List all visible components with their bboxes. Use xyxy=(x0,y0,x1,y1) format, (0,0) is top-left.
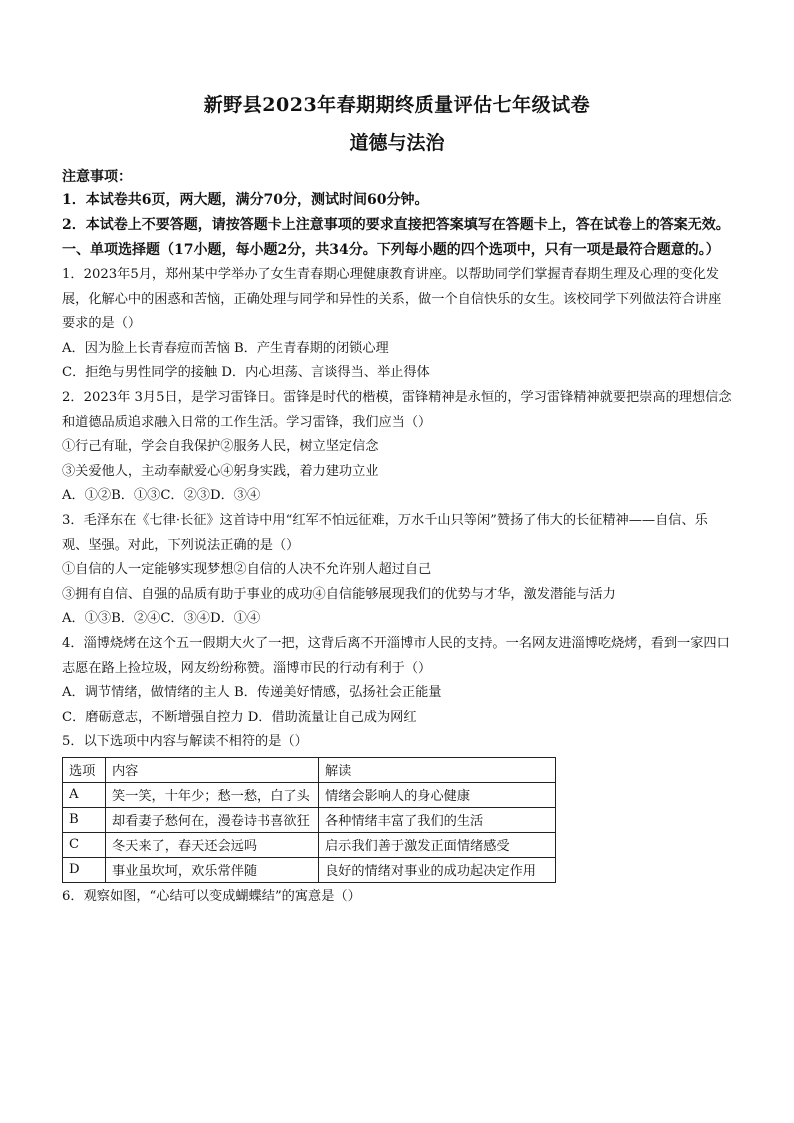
table-header-cell: 解读 xyxy=(319,757,556,782)
table-cell: 笑一笑，十年少；愁一愁，白了头 xyxy=(106,782,319,807)
question-option: C．拒绝与男性同学的接触 D．内心坦荡、言谈得当、举止得体 xyxy=(62,365,430,381)
question-stem: 6．观察如图，“心结可以变成蝴蝶结”的寓意是（） xyxy=(62,888,361,904)
question-2 xyxy=(62,386,732,509)
question-statement: ③关爱他人，主动奉献爱心④躬身实践，着力建功立业 xyxy=(62,463,379,479)
table-cell: 冬天来了，春天还会远吗 xyxy=(106,832,319,857)
question-option: A．因为脸上长青春痘而苦恼 B．产生青春期的闭锁心理 xyxy=(62,340,389,356)
section-heading: 一、单项选择题（17小题，每小题2分，共34分。下列每小题的四个选项中，只有一项是最符合题意的。） xyxy=(62,242,720,258)
question-stem: 2．2023年 3月5日，是学习雷锋日。雷锋是时代的楷模，雷锋精神是永恒的，学习雷锋精神就要把崇高的理想信念和道德品质追求融入日常的工作生活。学习雷锋，我们应当（） xyxy=(62,389,732,430)
table-cell: 良好的情绪对事业的成功起决定作用 xyxy=(319,857,556,882)
subject-title: 道德与法治 xyxy=(349,132,445,154)
table-header-cell: 选项 xyxy=(63,757,106,782)
question-statement: ③拥有自信、自强的品质有助于事业的成功④自信能够展现我们的优势与才华，激发潜能与活力 xyxy=(62,586,616,602)
table-header-cell: 内容 xyxy=(106,757,319,782)
question-5 xyxy=(62,730,732,883)
question-statement: ①行己有耻，学会自我保护②服务人民，树立坚定信念 xyxy=(62,439,379,455)
notice-block xyxy=(62,166,732,238)
question-stem: 3．毛泽东在《七律·长征》这首诗中用“红军不怕远征难，万水千山只等闲”赞扬了伟大的长征精神——自信、乐观、坚强。对此，下列说法正确的是（） xyxy=(62,512,708,553)
notice-item: 1．本试卷共6页，两大题，满分70分，测试时间60分钟。 xyxy=(62,192,429,208)
table-row xyxy=(63,832,556,857)
question-stem: 4．淄博烧烤在这个五一假期大火了一把，这背后离不开淄博市人民的支持。一名网友进淄博吃烧烤，看到一家四口志愿在路上捡垃圾，网友纷纷称赞。淄博市民的行动有利于（） xyxy=(62,635,730,676)
question-table xyxy=(62,757,556,883)
table-cell: 情绪会影响人的身心健康 xyxy=(319,782,556,807)
table-cell: C xyxy=(63,832,106,857)
table-cell: 却看妻子愁何在，漫卷诗书喜欲狂 xyxy=(106,807,319,832)
question-option: A．调节情绪，做情绪的主人 B．传递美好情感，弘扬社会正能量 xyxy=(62,685,442,701)
table-cell: D xyxy=(63,857,106,882)
question-option: C．磨砺意志，不断增强自控力 D．借助流量让自己成为网红 xyxy=(62,709,417,725)
question-3 xyxy=(62,509,732,632)
exam-page xyxy=(62,92,732,909)
table-cell: 启示我们善于激发正面情绪感受 xyxy=(319,832,556,857)
notice-heading: 注意事项： xyxy=(62,169,132,185)
question-stem: 5．以下选项中内容与解读不相符的是（） xyxy=(62,734,308,750)
table-cell: A xyxy=(63,782,106,807)
question-stem: 1．2023年5月，郑州某中学举办了女生青春期心理健康教育讲座。以帮助同学们掌握青春期生理及心理的变化发展，化解心中的困惑和苦恼，正确处理与同学和异性的关系，做一个自信快乐的女生。该校同学下列做法符合讲座要求的是（） xyxy=(62,267,722,332)
table-cell: 事业虽坎坷，欢乐常伴随 xyxy=(106,857,319,882)
question-4 xyxy=(62,632,732,730)
table-row xyxy=(63,782,556,807)
table-row xyxy=(63,857,556,882)
question-answer-choices: A．①③B．②④C．③④D．①④ xyxy=(62,611,261,627)
question-1 xyxy=(62,263,732,386)
notice-item: 2．本试卷上不要答题，请按答题卡上注意事项的要求直接把答案填写在答题卡上，答在试卷上的答案无效。 xyxy=(62,217,730,233)
exam-title: 新野县2023年春期期终质量评估七年级试卷 xyxy=(203,94,591,116)
question-statement: ①自信的人一定能够实现梦想②自信的人决不允许别人超过自己 xyxy=(62,562,432,578)
table-cell: B xyxy=(63,807,106,832)
table-row xyxy=(63,807,556,832)
question-6 xyxy=(62,885,732,910)
question-answer-choices: A．①②B．①③C．②③D．③④ xyxy=(62,488,261,504)
table-header-row xyxy=(63,757,556,782)
table-cell: 各种情绪丰富了我们的生活 xyxy=(319,807,556,832)
